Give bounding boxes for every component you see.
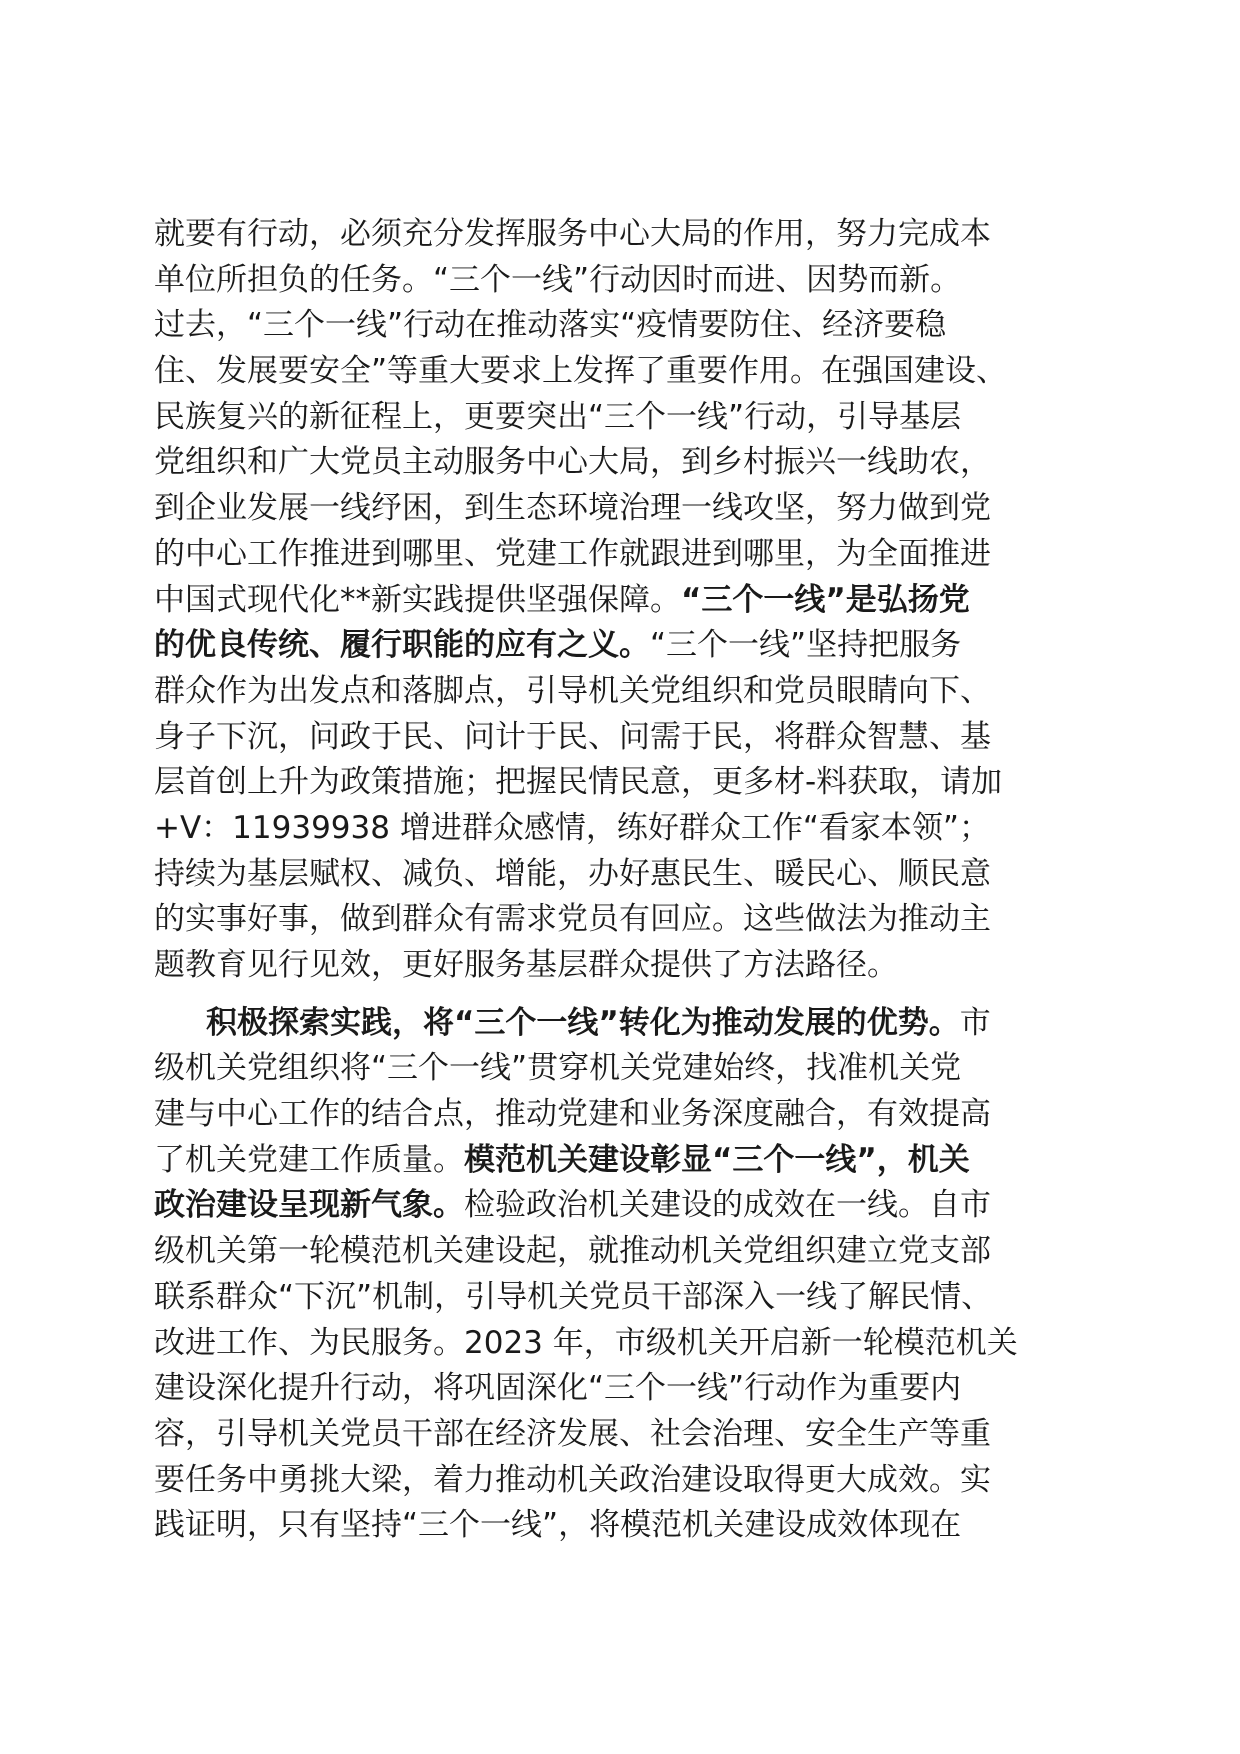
text-line: 建与中心工作的结合点，推动党建和业务深度融合，有效提高 xyxy=(154,1096,991,1133)
bold-heading-text: 政治建设呈现新气象。 xyxy=(154,1187,464,1224)
text-line: 层首创上升为政策措施；把握民情民意，更多材-料获取，请加 xyxy=(154,764,1003,801)
text-line: 积极探索实践，将“三个一线”转化为推动发展的优势。市 xyxy=(206,1004,991,1041)
text-line: 政治建设呈现新气象。检验政治机关建设的成效在一线。自市 xyxy=(154,1187,991,1224)
text-line: 的中心工作推进到哪里、党建工作就跟进到哪里，为全面推进 xyxy=(154,535,991,572)
text-line: 群众作为出发点和落脚点，引导机关党组织和党员眼睛向下、 xyxy=(154,672,991,709)
text-line: 改进工作、为民服务。2023 年，市级机关开启新一轮模范机关 xyxy=(154,1324,1018,1361)
bold-heading-text: 积极探索实践，将“三个一线”转化为推动发展的优势。 xyxy=(206,1004,960,1041)
text-line: 要任务中勇挑大梁，着力推动机关政治建设取得更大成效。实 xyxy=(154,1461,991,1498)
bold-heading-text: “三个一线”是弘扬党 xyxy=(681,581,970,618)
text-line: 中国式现代化**新实践提供坚强保障。“三个一线”是弘扬党 xyxy=(154,581,970,618)
text-line: 单位所担负的任务。“三个一线”行动因时而进、因势而新。 xyxy=(154,261,962,298)
text-line: 题教育见行见效，更好服务基层群众提供了方法路径。 xyxy=(154,947,898,983)
text-line: 身子下沉，问政于民、问计于民、问需于民，将群众智慧、基 xyxy=(154,718,991,755)
text-line: +V：11939938 增进群众感情，练好群众工作“看家本领”； xyxy=(154,809,990,846)
text-line: 了机关党建工作质量。模范机关建设彰显“三个一线”，机关 xyxy=(154,1141,970,1178)
text-line: 民族复兴的新征程上，更要突出“三个一线”行动，引导基层 xyxy=(154,398,962,435)
text-line: 联系群众“下沉”机制，引导机关党员干部深入一线了解民情、 xyxy=(154,1278,993,1315)
text-line: 持续为基层赋权、减负、增能，办好惠民生、暖民心、顺民意 xyxy=(154,855,991,892)
text-line: 到企业发展一线纾困，到生态环境治理一线攻坚，努力做到党 xyxy=(154,490,991,527)
document-body xyxy=(154,212,1089,1549)
text-line: 就要有行动，必须充分发挥服务中心大局的作用，努力完成本 xyxy=(154,216,991,252)
text-line: 住、发展要安全”等重大要求上发挥了重要作用。在强国建设、 xyxy=(154,353,1008,390)
paragraph-2 xyxy=(154,1001,1089,1549)
text-line: 过去，“三个一线”行动在推动落实“疫情要防住、经济要稳 xyxy=(154,307,947,344)
text-line: 级机关党组织将“三个一线”贯穿机关党建始终，找准机关党 xyxy=(154,1050,962,1087)
bold-heading-text: 模范机关建设彰显“三个一线”，机关 xyxy=(464,1141,970,1178)
paragraph-1 xyxy=(154,212,1089,989)
bold-heading-text: 的优良传统、履行职能的应有之义。 xyxy=(154,627,650,664)
text-line: 践证明，只有坚持“三个一线”，将模范机关建设成效体现在 xyxy=(154,1507,962,1544)
text-line: 级机关第一轮模范机关建设起，就推动机关党组织建立党支部 xyxy=(154,1233,991,1270)
text-line: 建设深化提升行动，将巩固深化“三个一线”行动作为重要内 xyxy=(154,1370,962,1407)
text-line: 的优良传统、履行职能的应有之义。“三个一线”坚持把服务 xyxy=(154,627,962,664)
text-line: 容，引导机关党员干部在经济发展、社会治理、安全生产等重 xyxy=(154,1415,991,1452)
text-line: 党组织和广大党员主动服务中心大局，到乡村振兴一线助农， xyxy=(154,444,991,481)
text-line: 的实事好事，做到群众有需求党员有回应。这些做法为推动主 xyxy=(154,901,991,938)
